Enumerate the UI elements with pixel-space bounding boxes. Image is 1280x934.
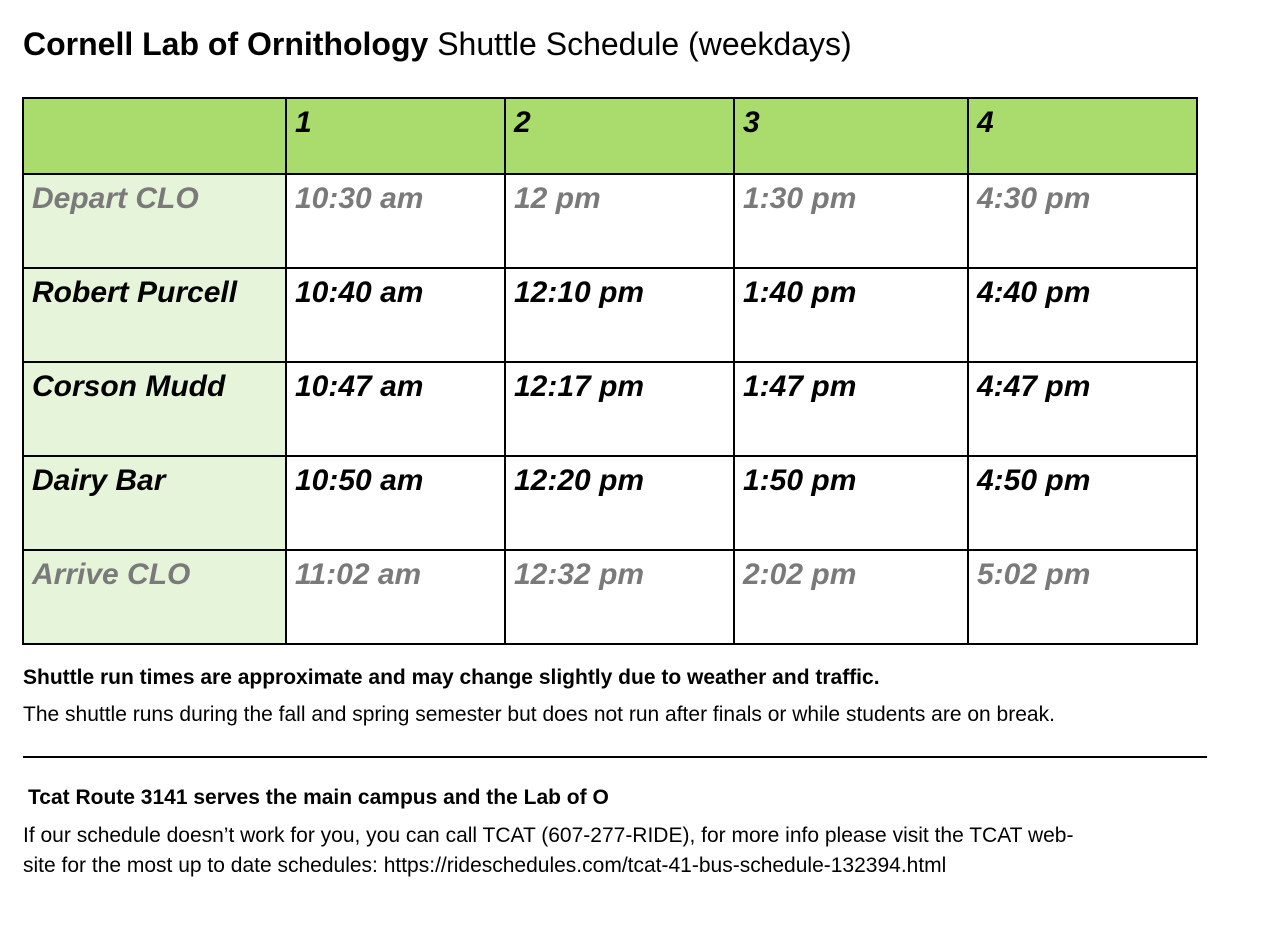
time-cell: 1:40 pm [734,268,968,362]
stop-name: Corson Mudd [23,362,286,456]
stop-name: Depart CLO [23,174,286,268]
time-cell: 5:02 pm [968,550,1197,644]
time-cell: 12 pm [505,174,734,268]
shuttle-schedule-table [22,97,1198,645]
time-cell: 12:10 pm [505,268,734,362]
route-info-line-2: site for the most up to date schedules: https://rideschedules.com/tcat-41-bus-schedule-132394.html [23,854,947,877]
time-cell: 10:47 am [286,362,505,456]
header-cell-run-2: 2 [505,98,734,174]
time-cell: 1:50 pm [734,456,968,550]
table-row-depart-clo [23,174,1197,268]
route-heading: Tcat Route 3141 serves the main campus and the Lab of O [28,786,609,809]
title-org: Cornell Lab of Ornithology [23,26,429,62]
header-cell-run-4: 4 [968,98,1197,174]
time-cell: 12:17 pm [505,362,734,456]
time-cell: 4:30 pm [968,174,1197,268]
table-header-row [23,98,1197,174]
table-row-dairy-bar [23,456,1197,550]
stop-name: Dairy Bar [23,456,286,550]
header-cell-run-3: 3 [734,98,968,174]
time-cell: 1:47 pm [734,362,968,456]
stop-name: Robert Purcell [23,268,286,362]
table-row-arrive-clo [23,550,1197,644]
approximate-times-note: Shuttle run times are approximate and may change slightly due to weather and traffic. [23,666,880,689]
stop-name: Arrive CLO [23,550,286,644]
divider [23,756,1207,758]
header-cell-run-1: 1 [286,98,505,174]
time-cell: 10:30 am [286,174,505,268]
time-cell: 10:50 am [286,456,505,550]
time-cell: 1:30 pm [734,174,968,268]
table-row-corson-mudd [23,362,1197,456]
page-title [23,24,852,64]
semester-note: The shuttle runs during the fall and spring semester but does not run after finals or while students are on break. [23,703,1055,726]
time-cell: 4:47 pm [968,362,1197,456]
time-cell: 11:02 am [286,550,505,644]
time-cell: 4:40 pm [968,268,1197,362]
table-row-robert-purcell [23,268,1197,362]
time-cell: 12:20 pm [505,456,734,550]
header-cell-stop [23,98,286,174]
time-cell: 2:02 pm [734,550,968,644]
time-cell: 12:32 pm [505,550,734,644]
route-info-line-1: If our schedule doesn’t work for you, you can call TCAT (607-277-RIDE), for more info please visit the TCAT web- [23,824,1074,847]
route-info-paragraph [23,821,1213,881]
title-subject: Shuttle Schedule (weekdays) [428,26,852,62]
time-cell: 4:50 pm [968,456,1197,550]
time-cell: 10:40 am [286,268,505,362]
